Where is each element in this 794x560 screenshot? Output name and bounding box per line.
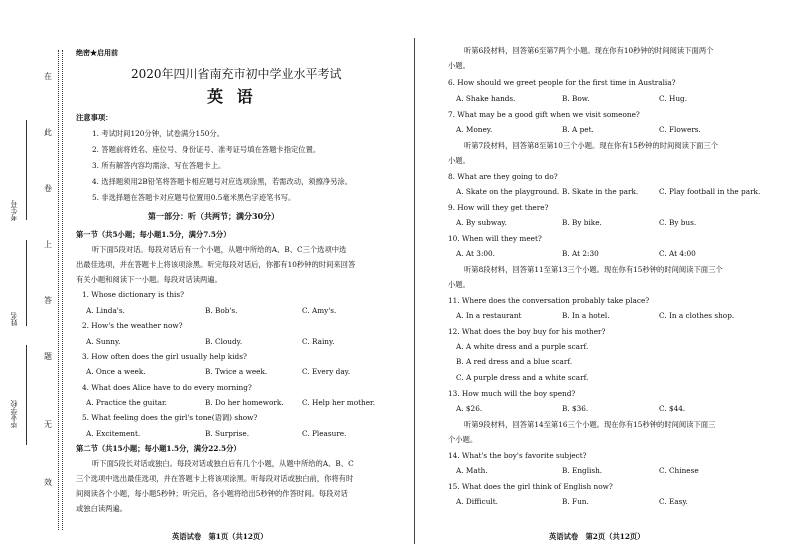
page-footer: 英语试卷 第1页（共12页） bbox=[172, 532, 268, 541]
audio-intro: 个小题。 bbox=[448, 435, 478, 444]
section1-instruction: 有关小题和阅读下一小题。每段对话读两遍。 bbox=[76, 275, 222, 284]
option-c: C. Every day. bbox=[302, 367, 351, 376]
notice-item: 4. 选择题须用2B铅笔将答题卡相应题号对应选项涂黑，若需改动，须擦净另涂。 bbox=[92, 177, 353, 186]
option-a: A. Sunny. bbox=[86, 337, 121, 346]
option-a: A. Once a week. bbox=[86, 367, 146, 376]
page-divider bbox=[414, 38, 415, 544]
option-b: B. A pet. bbox=[562, 125, 594, 134]
audio-intro: 小题。 bbox=[448, 61, 470, 70]
option-b: B. Twice a week. bbox=[205, 367, 268, 376]
option-a: A. In a restaurant bbox=[456, 311, 522, 320]
binding-char: 此 bbox=[44, 128, 52, 137]
question-stem: 9. How will they get there? bbox=[448, 203, 549, 212]
audio-intro: 听第9段材料，回答第14至第16三个小题。现在你有15秒钟的时间阅读下面三 bbox=[464, 420, 716, 429]
option-a: A. Excitement. bbox=[86, 429, 141, 438]
option-c: C. $44. bbox=[659, 404, 686, 413]
question-stem: 14. What's the boy's favorite subject? bbox=[448, 451, 587, 460]
section1-instruction: 出最佳选项，并在答题卡上将该项涂黑。听完每段对话后，你都有10秒钟的时间来回答 bbox=[76, 260, 356, 269]
option-a: A. Money. bbox=[456, 125, 493, 134]
audio-intro: 听第7段材料，回答第8至第10三个小题。现在你有15秒钟的时间阅读下面三个 bbox=[464, 141, 719, 150]
section2-instruction: 三个选项中选出最佳选项，并在答题卡上将该项涂黑。听每段对话或独白前，你将有时 bbox=[76, 474, 354, 483]
option-c: C. At 4:00 bbox=[659, 249, 696, 258]
option-b: B. Bow. bbox=[562, 94, 590, 103]
question-stem: 15. What does the girl think of English now? bbox=[448, 482, 613, 491]
page-footer: 英语试卷 第2页（共12页） bbox=[549, 532, 645, 541]
section2-instruction: 间阅读各个小题，每小题5秒钟；听完后，各小题将给出5秒钟的作答时间。每段对话 bbox=[76, 489, 348, 498]
binding-char: 卷 bbox=[44, 184, 52, 193]
option-c: C. Pleasure. bbox=[302, 429, 347, 438]
question-stem: 3. How often does the girl usually help kids? bbox=[82, 352, 247, 361]
notice-item: 2. 答题前将姓名、座位号、身份证号、准考证号填在答题卡指定位置。 bbox=[92, 145, 321, 154]
exam-number-label: 考生号 bbox=[10, 200, 18, 221]
binding-char: 无 bbox=[44, 420, 52, 429]
notice-item: 5. 非选择题在答题卡对应题号位置用0.5毫米黑色字迹笔书写。 bbox=[92, 193, 296, 202]
option-a: A. Skate on the playground. bbox=[456, 187, 560, 196]
exam-number-line bbox=[26, 120, 27, 220]
binding-char: 上 bbox=[44, 240, 52, 249]
audio-intro: 听第6段材料，回答第6至第7两个小题。现在你有10秒钟的时间阅读下面两个 bbox=[464, 46, 714, 55]
name-line bbox=[26, 240, 27, 326]
option-c: C. In a clothes shop. bbox=[659, 311, 735, 320]
question-stem: 11. Where does the conversation probably take place? bbox=[448, 296, 650, 305]
subject-title: 英 语 bbox=[207, 87, 257, 106]
option-b: B. Skate in the park. bbox=[562, 187, 639, 196]
option-a: A. Shake hands. bbox=[456, 94, 516, 103]
notice-title: 注意事项： bbox=[76, 113, 113, 122]
option-a: A. $26. bbox=[456, 404, 483, 413]
option-a: A. Linda's. bbox=[86, 306, 125, 315]
school-line bbox=[26, 345, 27, 445]
question-stem: 4. What does Alice have to do every morning? bbox=[82, 383, 252, 392]
question-stem: 2. How's the weather now? bbox=[82, 321, 183, 330]
option-c: C. Amy's. bbox=[302, 306, 337, 315]
option-b: B. Surprise. bbox=[205, 429, 250, 438]
question-stem: 10. When will they meet? bbox=[448, 234, 542, 243]
question-stem: 1. Whose dictionary is this? bbox=[82, 290, 185, 299]
section2-instruction: 或独白读两遍。 bbox=[76, 504, 128, 513]
option-c: C. Play football in the park. bbox=[659, 187, 761, 196]
binding-char: 答 bbox=[44, 296, 52, 305]
part1-heading: 第一部分：听（共两节；满分30分） bbox=[148, 211, 280, 221]
option-b: B. At 2:30 bbox=[562, 249, 599, 258]
section1-instruction: 听下面5段对话。每段对话后有一个小题，从题中所给的A、B、C三个选项中选 bbox=[92, 245, 347, 254]
question-stem: 5. What feeling does the girl's tone(语调) show? bbox=[82, 413, 258, 422]
option-b: B. $36. bbox=[562, 404, 589, 413]
section2-instruction: 听下面5段长对话或独白。每段对话或独白后有几个小题，从题中所给的A、B、C bbox=[92, 459, 354, 468]
binding-line-right bbox=[62, 50, 63, 530]
option-c: C. Flowers. bbox=[659, 125, 701, 134]
option-a: A. Practice the guitar. bbox=[86, 398, 167, 407]
option-b: B. Fun. bbox=[562, 497, 589, 506]
option-b: B. A red dress and a blue scarf. bbox=[456, 357, 573, 366]
option-b: B. In a hotel. bbox=[562, 311, 610, 320]
question-stem: 8. What are they going to do? bbox=[448, 172, 558, 181]
school-label: 毕业学校 bbox=[10, 400, 18, 428]
audio-intro: 听第8段材料，回答第11至第13三个小题。现在你有15秒钟的时间阅读下面三个 bbox=[464, 265, 723, 274]
section2-heading: 第二节（共15小题；每小题1.5分，满分22.5分） bbox=[76, 444, 241, 453]
option-b: B. By bike. bbox=[562, 218, 602, 227]
option-c: C. Easy. bbox=[659, 497, 688, 506]
binding-char: 题 bbox=[44, 352, 52, 361]
option-a: A. At 3:00. bbox=[456, 249, 496, 258]
option-c: C. Hug. bbox=[659, 94, 688, 103]
option-c: C. By bus. bbox=[659, 218, 697, 227]
option-c: C. Rainy. bbox=[302, 337, 335, 346]
notice-item: 1. 考试时间120分钟，试卷满分150分。 bbox=[92, 129, 224, 138]
audio-intro: 小题。 bbox=[448, 156, 470, 165]
option-a: A. Math. bbox=[456, 466, 488, 475]
option-a: A. By subway. bbox=[456, 218, 507, 227]
option-c: C. A purple dress and a white scarf. bbox=[456, 373, 589, 382]
option-a: A. A white dress and a purple scarf. bbox=[456, 342, 589, 351]
binding-line-left bbox=[58, 50, 59, 530]
option-b: B. Do her homework. bbox=[205, 398, 284, 407]
option-c: C. Help her mother. bbox=[302, 398, 376, 407]
question-stem: 6. How should we greet people for the first time in Australia? bbox=[448, 78, 676, 87]
audio-intro: 小题。 bbox=[448, 280, 470, 289]
question-stem: 13. How much will the boy spend? bbox=[448, 389, 576, 398]
question-stem: 7. What may be a good gift when we visit someone? bbox=[448, 110, 640, 119]
option-c: C. Chinese bbox=[659, 466, 699, 475]
option-a: A. Difficult. bbox=[456, 497, 498, 506]
name-label: 姓名 bbox=[10, 312, 18, 326]
notice-item: 3. 所有解答内容均需涂、写在答题卡上。 bbox=[92, 161, 226, 170]
question-stem: 12. What does the boy buy for his mother? bbox=[448, 327, 606, 336]
option-b: B. Cloudy. bbox=[205, 337, 243, 346]
option-b: B. English. bbox=[562, 466, 603, 475]
binding-char: 在 bbox=[44, 72, 52, 81]
secret-label: 绝密★启用前 bbox=[76, 48, 118, 57]
exam-title: 2020年四川省南充市初中学业水平考试 bbox=[131, 67, 342, 81]
option-b: B. Bob's. bbox=[205, 306, 238, 315]
binding-char: 效 bbox=[44, 478, 52, 487]
section1-heading: 第一节（共5小题；每小题1.5分，满分7.5分） bbox=[76, 230, 231, 239]
